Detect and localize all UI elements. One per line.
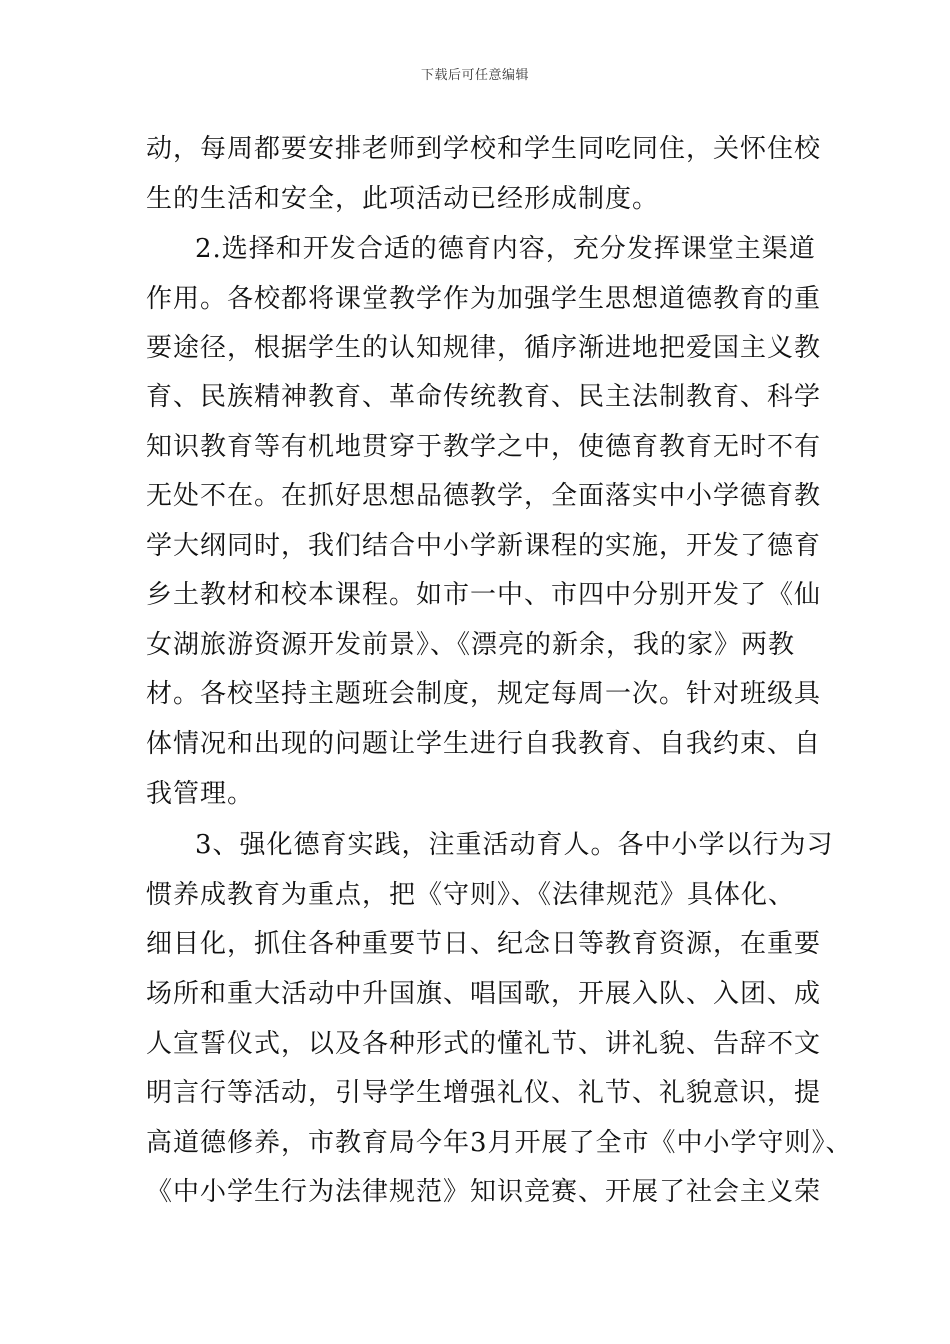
text-line: 场所和重大活动中升国旗、唱国歌，开展入队、入团、成 <box>146 979 822 1009</box>
text-line: 人宣誓仪式，以及各种形式的懂礼节、讲礼貌、告辞不文 <box>146 1029 822 1059</box>
text-line: 2.选择和开发合适的德育内容，充分发挥课堂主渠道 <box>195 234 816 264</box>
text-line: 学大纲同时，我们结合中小学新课程的实施，开发了德育 <box>146 531 822 561</box>
text-line: 动，每周都要安排老师到学校和学生同吃同住，关怀住校 <box>146 134 822 164</box>
text-line: 高道德修养，市教育局今年3月开展了全市《中小学守则》、 <box>146 1128 853 1158</box>
text-line: 知识教育等有机地贯穿于教学之中，使德育教育无时不有 <box>146 432 822 462</box>
text-line: 女湖旅游资源开发前景》、《漂亮的新余，我的家》两教 <box>146 630 796 660</box>
text-line: 明言行等活动，引导学生增强礼仪、礼节、礼貌意识，提 <box>146 1078 822 1108</box>
text-line: 体情况和出现的问题让学生进行自我教育、自我约束、自 <box>146 729 822 759</box>
text-line: 《中小学生行为法律规范》知识竞赛、开展了社会主义荣 <box>146 1177 822 1207</box>
text-line: 无处不在。在抓好思想品德教学，全面落实中小学德育教 <box>146 481 822 511</box>
text-line: 惯养成教育为重点，把《守则》、《法律规范》具体化、 <box>146 880 796 910</box>
text-line: 3、强化德育实践，注重活动育人。各中小学以行为习 <box>195 830 834 860</box>
text-line: 生的生活和安全，此项活动已经形成制度。 <box>146 184 660 214</box>
text-line: 乡土教材和校本课程。如市一中、市四中分别开发了《仙 <box>146 580 822 610</box>
text-line: 细目化，抓住各种重要节日、纪念日等教育资源，在重要 <box>146 929 822 959</box>
text-line: 育、民族精神教育、革命传统教育、民主法制教育、科学 <box>146 382 822 412</box>
text-line: 我管理。 <box>146 779 255 809</box>
text-line: 作用。各校都将课堂教学作为加强学生思想道德教育的重 <box>146 284 822 314</box>
text-line: 材。各校坚持主题班会制度，规定每周一次。针对班级具 <box>146 679 822 709</box>
text-line: 要途径，根据学生的认知规律，循序渐进地把爱国主义教 <box>146 333 822 363</box>
page-header: 下载后可任意编辑 <box>420 68 529 83</box>
